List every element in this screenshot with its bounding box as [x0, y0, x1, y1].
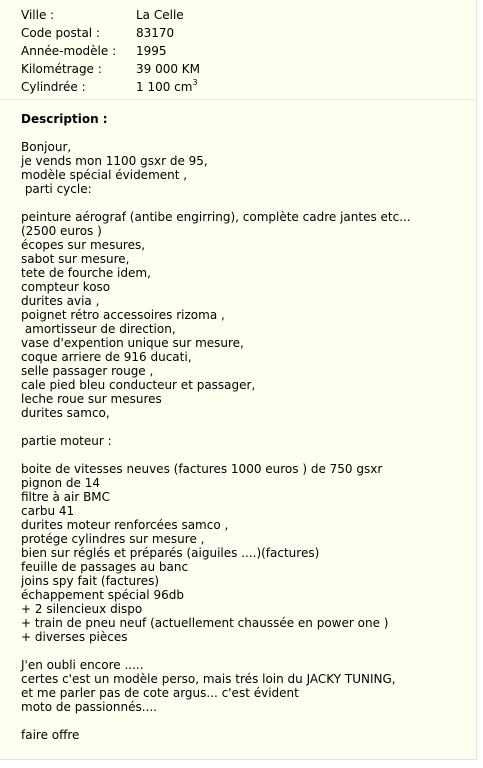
description-line: faire offre — [21, 728, 80, 742]
description-line: boite de vitesses neuves (factures 1000 euros ) de 750 gsxr — [21, 462, 383, 476]
description-line — [21, 420, 464, 434]
description-line — [21, 196, 464, 210]
description-line — [21, 714, 464, 728]
description-section — [0, 100, 476, 742]
description-line: + 2 silencieux dispo — [21, 602, 143, 616]
description-line — [21, 644, 464, 658]
description-line: pignon de 14 — [21, 476, 101, 490]
description-line: + diverses pièces — [21, 630, 128, 644]
description-line: Bonjour, — [21, 140, 72, 154]
description-line: compteur koso — [21, 280, 111, 294]
description-body — [21, 140, 464, 742]
param-label: Année-modèle : — [21, 44, 117, 58]
description-line: tete de fourche idem, — [21, 266, 151, 280]
param-cylindree — [21, 78, 476, 96]
param-kilometrage — [21, 60, 476, 78]
unit-superscript: 3 — [192, 78, 198, 87]
param-label: Ville : — [21, 8, 55, 22]
ad-parameters — [0, 0, 476, 100]
param-value: 1995 — [136, 44, 167, 58]
description-line: filtre à air BMC — [21, 490, 111, 504]
description-line: échappement spécial 96db — [21, 588, 184, 602]
description-line: parti cycle: — [21, 182, 92, 196]
description-title: Description : — [21, 112, 108, 126]
param-label: Kilométrage : — [21, 62, 102, 76]
param-label: Code postal : — [21, 26, 100, 40]
description-line: certes c'est un modèle perso, mais trés loin du JACKY TUNING, — [21, 672, 396, 686]
description-line: (2500 euros ) — [21, 224, 102, 238]
description-line: + train de pneu neuf (actuellement chaussée en power one ) — [21, 616, 389, 630]
description-line: moto de passionnés.... — [21, 700, 157, 714]
description-line: partie moteur : — [21, 434, 112, 448]
description-line: carbu 41 — [21, 504, 75, 518]
param-label: Cylindrée : — [21, 80, 86, 94]
description-line: vase d'expention unique sur mesure, — [21, 336, 244, 350]
description-line: je vends mon 1100 gsxr de 95, — [21, 154, 208, 168]
description-line: feuille de passages au banc — [21, 560, 189, 574]
description-line: sabot sur mesure, — [21, 252, 130, 266]
description-line: amortisseur de direction, — [21, 322, 176, 336]
param-value: La Celle — [136, 8, 184, 22]
param-ville — [21, 6, 476, 24]
description-line: bien sur réglés et préparés (aiguiles ....)(factures) — [21, 546, 320, 560]
param-annee-modele — [21, 42, 476, 60]
description-line: modèle spécial évidement , — [21, 168, 188, 182]
description-line: selle passager rouge , — [21, 364, 154, 378]
description-line: J'en oubli encore ..... — [21, 658, 144, 672]
description-line: leche roue sur mesures — [21, 392, 162, 406]
description-line — [21, 448, 464, 462]
param-value: 39 000 KM — [136, 62, 201, 76]
param-value: 83170 — [136, 26, 175, 40]
description-line: peinture aérograf (antibe engirring), complète cadre jantes etc... — [21, 210, 411, 224]
param-value — [136, 78, 198, 96]
description-line: durites samco, — [21, 406, 110, 420]
description-line: coque arriere de 916 ducati, — [21, 350, 192, 364]
description-line: protége cylindres sur mesure , — [21, 532, 205, 546]
description-line: joins spy fait (factures) — [21, 574, 160, 588]
description-line: durites moteur renforcées samco , — [21, 518, 229, 532]
param-code-postal — [21, 24, 476, 42]
description-line: écopes sur mesures, — [21, 238, 146, 252]
description-line: poignet rétro accessoires rizoma , — [21, 308, 225, 322]
description-line: et me parler pas de cote argus... c'est évident — [21, 686, 299, 700]
cylindree-value: 1 100 cm — [136, 80, 193, 94]
description-line: cale pied bleu conducteur et passager, — [21, 378, 256, 392]
description-line: durites avia , — [21, 294, 100, 308]
